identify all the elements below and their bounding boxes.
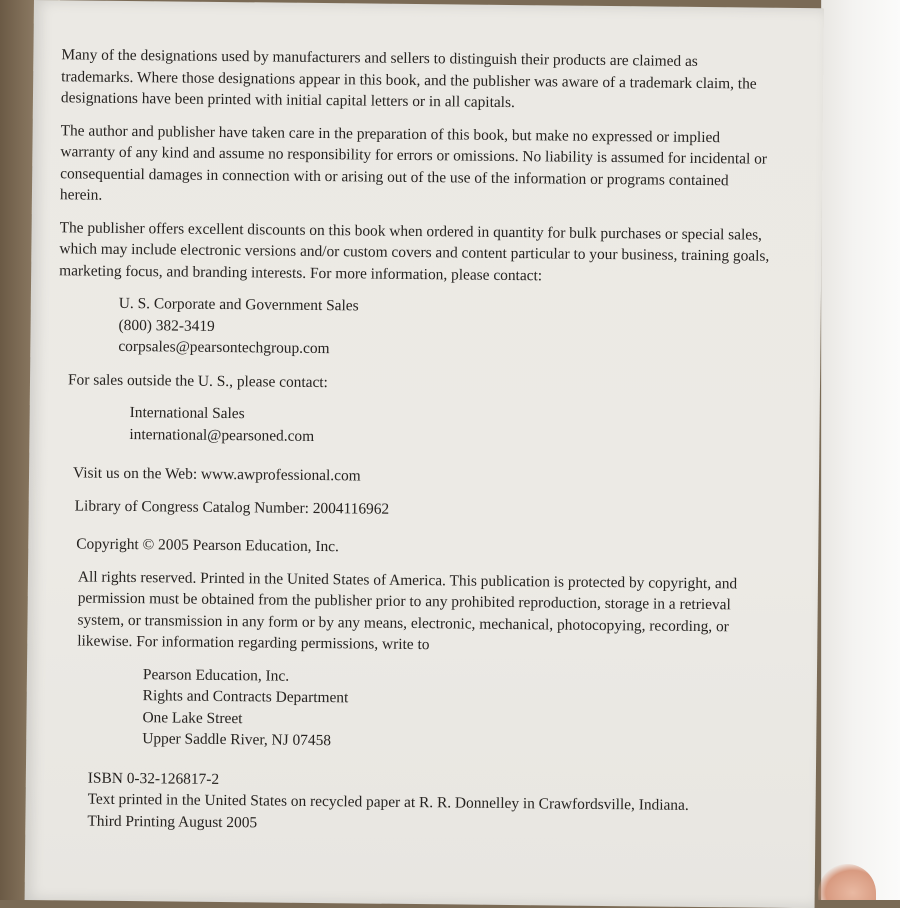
address-line-2: Rights and Contracts Department [142, 687, 349, 707]
us-sales-phone: (800) 382-3419 [118, 316, 215, 335]
us-sales-email: corpsales@pearsontechgroup.com [118, 337, 330, 358]
isbn: ISBN 0-32-126817-2 [87, 769, 220, 788]
rights-paragraph: All rights reserved. Printed in the United States of America. This publication is protected by copyright, and permission must be obtained from the publisher prior to any prohibited reproduction, storage in a retrieval system, or transmission in any form or by any means, electronic, mechanical, photocopying, recording, or likewise. For information regarding permissions, write to [77, 567, 738, 654]
printing-info [87, 767, 766, 839]
intl-intro: For sales outside the U. S., please contact: [67, 370, 328, 391]
printing-edition: Third Printing August 2005 [87, 812, 258, 831]
us-sales-contact [118, 293, 771, 364]
address-line-4: Upper Saddle River, NJ 07458 [142, 730, 332, 750]
intl-sales-contact [129, 402, 769, 452]
address-line-1: Pearson Education, Inc. [142, 665, 290, 685]
trademark-paragraph: Many of the designations used by manufacturers and sellers to distinguish their products are claimed as trademarks. Where those designations appear in this book, and the publisher was aware of a trademark claim, the designations have been printed with initial capital letters or in all capitals. [60, 46, 757, 112]
web-line: Visit us on the Web: www.awprofessional.com [72, 464, 361, 485]
address-line-3: One Lake Street [142, 708, 243, 727]
next-page-edge [821, 0, 900, 900]
loc-number: Library of Congress Catalog Number: 2004116962 [74, 496, 390, 518]
discounts-paragraph: The publisher offers excellent discounts on this book when ordered in quantity for bulk purchases or special sales, which may include electronic versions and/or custom covers and content particular to your business, training goals, marketing focus, and branding interests. For more information, please contact: [59, 218, 770, 284]
us-sales-name: U. S. Corporate and Government Sales [118, 294, 359, 315]
warranty-paragraph: The author and publisher have taken care in the preparation of this book, but make no expressed or implied warranty of any kind and assume no responsibility for errors or omissions. No liability is assumed for incidental or consequential damages in connection with or arising out of the use of the information or programs contained herein. [59, 121, 768, 204]
page-text [53, 44, 773, 838]
intl-sales-email: international@pearsoned.com [129, 425, 315, 445]
printed-note: Text printed in the United States on recycled paper at R. R. Donnelley in Crawfordsville, Indiana. [87, 790, 689, 814]
copyright-line: Copyright © 2005 Pearson Education, Inc. [76, 535, 339, 556]
permissions-address [142, 664, 767, 757]
intl-sales-name: International Sales [129, 404, 245, 423]
copyright-page [25, 0, 824, 908]
